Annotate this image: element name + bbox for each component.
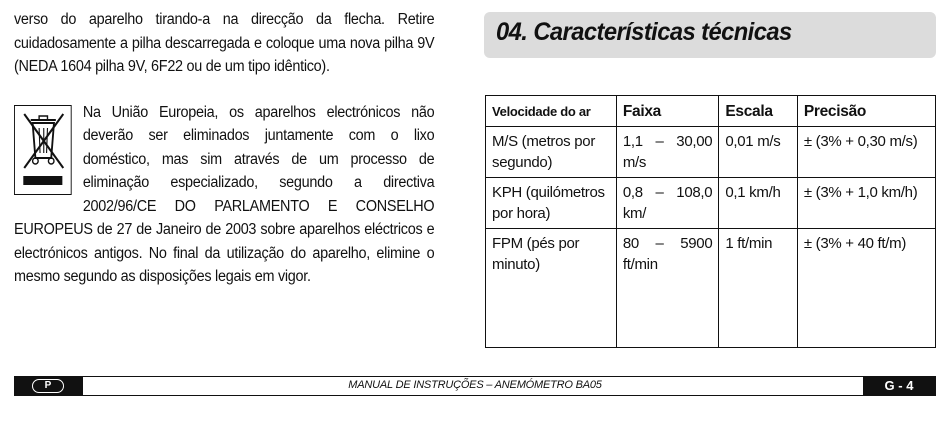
specs-table [485,95,936,348]
cell-precision: ± (3% + 1,0 km/h) [797,178,935,229]
table-row [486,229,936,348]
language-oval: P [32,379,64,393]
header-precision: Precisão [797,96,935,127]
page-footer [14,376,936,396]
cell-scale: 0,01 m/s [719,127,797,178]
cell-unit: KPH (quilómetros por hora) [486,178,617,229]
weee-paragraph: Na União Europeia, os aparelhos electrónicos não deverão ser eliminados juntamente com o lixo doméstico, mas sim através de um processo de eliminação especializado, segundo a directiva 2002/96/CE DO PARLAMENTO E CONSELHO EUROPEUS de 27 de Janeiro de 2003 sobre aparelhos eléctricos e electrónicos antigos. No final da utilização do aparelho, elimine o mesmo segundo as disposições legais em vigor. [14,103,435,285]
table-row [486,178,936,229]
table-header-row [486,96,936,127]
cell-unit: M/S (metros por segundo) [486,127,617,178]
page-number: G - 4 [863,377,935,395]
weee-crossed-bin-icon [14,105,72,195]
weee-section [14,101,434,289]
cell-range: 80 – 5900 ft/min [616,229,719,348]
cell-scale: 0,1 km/h [719,178,797,229]
battery-paragraph: verso do aparelho tirando-a na direcção da flecha. Retire cuidadosamente a pilha descarregada e coloque uma nova pilha 9V (NEDA 1604 pilha 9V, 6F22 ou de um tipo idêntico). [14,11,435,75]
cell-range: 0,8 – 108,0 km/ [616,178,719,229]
header-scale: Escala [719,96,797,127]
section-title: 04. Características técnicas [496,18,792,46]
manual-title: MANUAL DE INSTRUÇÕES – ANEMÓMETRO BA05 [348,379,602,391]
section-header [484,12,936,58]
header-range: Faixa [616,96,719,127]
cell-precision: ± (3% + 40 ft/m) [797,229,935,348]
cell-unit: FPM (pés por minuto) [486,229,617,348]
cell-precision: ± (3% + 0,30 m/s) [797,127,935,178]
header-velocity: Velocidade do ar [486,96,617,127]
cell-scale: 1 ft/min [719,229,797,348]
table-row [486,127,936,178]
cell-range: 1,1 – 30,00 m/s [616,127,719,178]
left-column [14,8,434,289]
